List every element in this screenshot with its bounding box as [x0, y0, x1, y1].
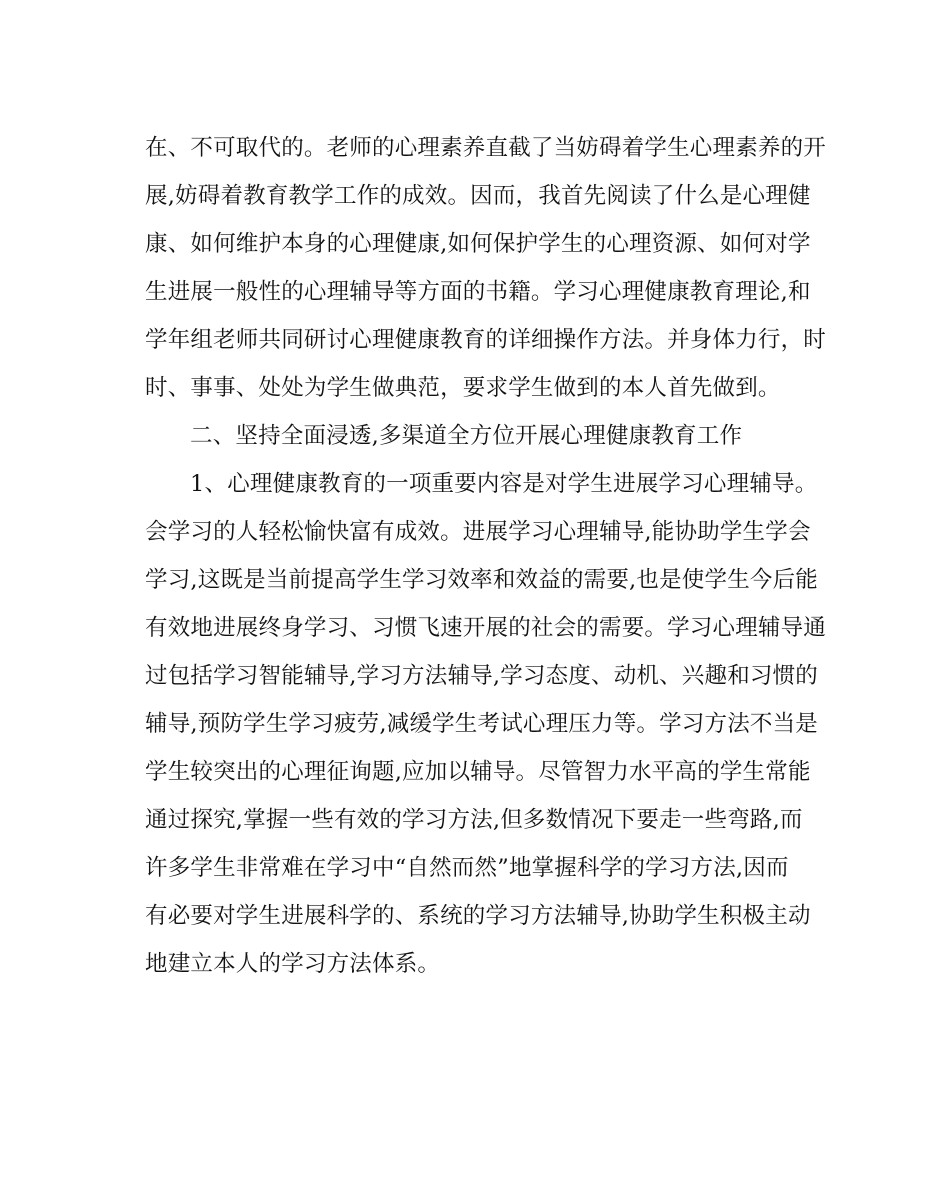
text-line: 康、如何维护本身的心理健康,如何保护学生的心理资源、如何对学: [145, 231, 811, 257]
text-line: 通过探究,掌握一些有效的学习方法,但多数情况下要走一些弯路,而: [145, 807, 803, 833]
text-line: 会学习的人轻松愉快富有成效。进展学习心理辅导,能协助学生学会: [145, 519, 811, 545]
text-line: 许多学生非常难在学习中“自然而然”地掌握科学的学习方法,因而: [145, 855, 789, 881]
text-line: 生进展一般性的心理辅导等方面的书籍。学习心理健康教育理论,和: [145, 279, 811, 305]
text-line: 时、事事、处处为学生做典范，要求学生做到的本人首先做到。: [145, 375, 781, 401]
text-line: 地建立本人的学习方法体系。: [145, 951, 441, 977]
text-line: 学习,这既是当前提高学生学习效率和效益的需要,也是使学生今后能: [145, 567, 819, 593]
text-line: 展,妨碍着教育教学工作的成效。因而，我首先阅读了什么是心理健: [145, 183, 811, 209]
document-body: [145, 124, 827, 988]
text-line: 学年组老师共同研讨心理健康教育的详细操作方法。并身体力行，时: [145, 327, 827, 353]
text-line: 有效地进展终身学习、习惯飞速开展的社会的需要。学习心理辅导通: [145, 615, 827, 641]
paragraph-first-line: 1、心理健康教育的一项重要内容是对学生进展学习心理辅导。: [190, 471, 818, 497]
section-heading: 二、坚持全面浸透,多渠道全方位开展心理健康教育工作: [190, 423, 743, 449]
text-line: 过包括学习智能辅导,学习方法辅导,学习态度、动机、兴趣和习惯的: [145, 663, 819, 689]
text-line: 在、不可取代的。老师的心理素养直截了当妨碍着学生心理素养的开: [145, 135, 827, 161]
text-line: 学生较突出的心理征询题,应加以辅导。尽管智力水平高的学生常能: [145, 759, 811, 785]
text-line: 有必要对学生进展科学的、系统的学习方法辅导,协助学生积极主动: [145, 903, 811, 929]
text-line: 辅导,预防学生学习疲劳,减缓学生考试心理压力等。学习方法不当是: [145, 711, 819, 737]
